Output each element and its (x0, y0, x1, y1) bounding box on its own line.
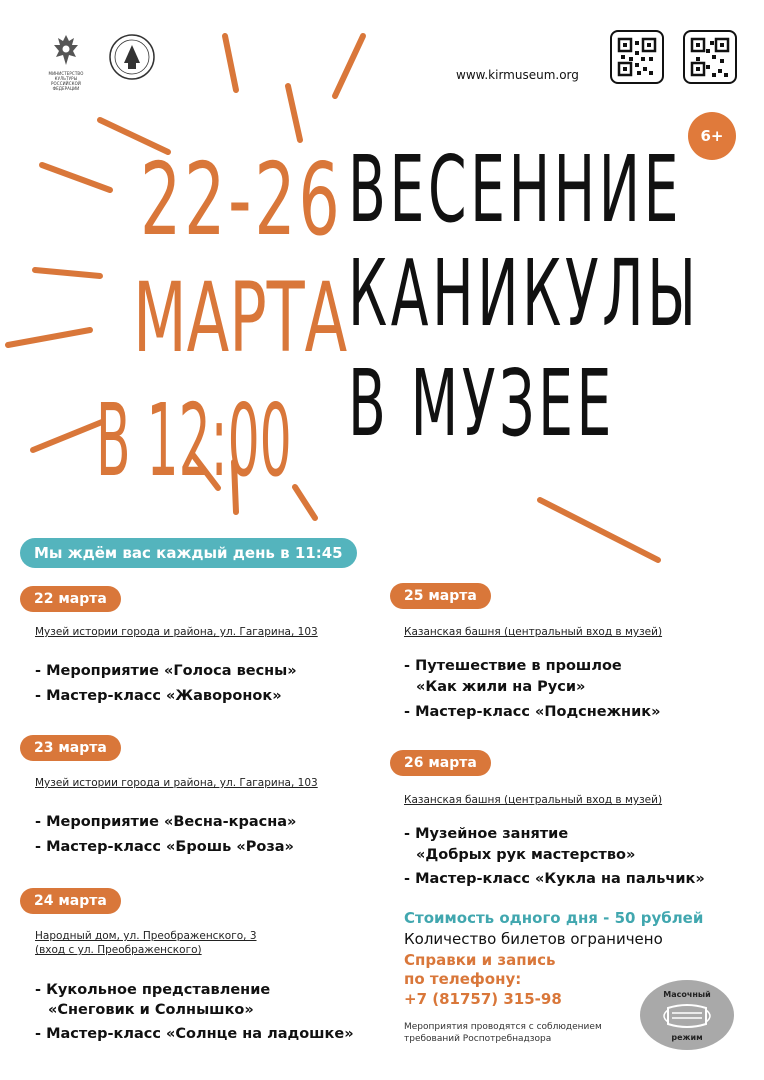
mask-label-top: Масочный (663, 990, 711, 999)
qr-code-vk[interactable] (683, 30, 737, 84)
website-link[interactable]: www.kirmuseum.org (456, 68, 579, 82)
event-22-1: - Мероприятие «Голоса весны» (35, 663, 297, 679)
event-25-1: - Путешествие в прошлое (404, 658, 622, 674)
hero-date-range: 22-26 (140, 141, 343, 258)
ticket-limit-text: Количество билетов ограничено (404, 930, 663, 948)
date-badge-25: 25 марта (390, 583, 491, 609)
hero-title-line3: В МУЗЕЕ (348, 350, 616, 457)
venue-24-line2: (вход с ул. Преображенского) (35, 944, 202, 956)
mask-label-bottom: режим (671, 1033, 703, 1042)
event-23-1: - Мероприятие «Весна-красна» (35, 814, 297, 830)
note-line1: Мероприятия проводятся с соблюдением (404, 1022, 602, 1032)
venue-22: Музей истории города и района, ул. Гагарина, 103 (35, 626, 318, 638)
event-24-2: - Мастер-класс «Солнце на ладошке» (35, 1026, 354, 1042)
event-26-1: - Музейное занятие (404, 826, 569, 842)
price-text: Стоимость одного дня - 50 рублей (404, 909, 704, 927)
eagle-emblem-icon (52, 33, 80, 67)
hero-date-month: МАРТА (133, 262, 348, 374)
ministry-name-line2: РОССИЙСКОЙ ФЕДЕРАЦИИ (51, 81, 81, 91)
note-line2: требований Роспотребнадзора (404, 1034, 552, 1044)
date-badge-24: 24 марта (20, 888, 121, 914)
age-rating-badge: 6+ (688, 112, 736, 160)
venue-24-line1: Народный дом, ул. Преображенского, 3 (35, 930, 257, 942)
face-mask-icon (658, 1002, 716, 1030)
date-badge-23: 23 марта (20, 735, 121, 761)
event-22-2: - Мастер-класс «Жаворонок» (35, 688, 282, 704)
event-25-2: - Мастер-класс «Подснежник» (404, 704, 661, 720)
phone-number[interactable]: +7 (81757) 315-98 (404, 990, 562, 1008)
event-24-1: - Кукольное представление (35, 982, 271, 998)
ministry-name-line1: МИНИСТЕРСТВО КУЛЬТУРЫ (48, 71, 84, 81)
daily-time-banner: Мы ждём вас каждый день в 11:45 (20, 538, 357, 568)
qr-code-icon (612, 32, 662, 82)
museum-logo-icon (108, 33, 156, 81)
qr-code-website[interactable] (610, 30, 664, 84)
date-badge-22: 22 марта (20, 586, 121, 612)
venue-23: Музей истории города и района, ул. Гагарина, 103 (35, 777, 318, 789)
hero-title-line1: ВЕСЕННИЕ (348, 136, 683, 243)
contact-heading-line2: по телефону: (404, 970, 522, 988)
event-24-1-cont: «Снеговик и Солнышко» (48, 1002, 254, 1018)
event-23-2: - Мастер-класс «Брошь «Роза» (35, 839, 294, 855)
contact-heading-line1: Справки и запись (404, 951, 556, 969)
hero-title-line2: КАНИКУЛЫ (348, 240, 700, 347)
ministry-logo (40, 33, 92, 91)
event-26-2: - Мастер-класс «Кукла на пальчик» (404, 871, 705, 887)
venue-26: Казанская башня (центральный вход в музей) (404, 794, 663, 806)
event-26-1-cont: «Добрых рук мастерство» (416, 847, 636, 863)
qr-code-icon (685, 32, 735, 82)
date-badge-26: 26 марта (390, 750, 491, 776)
venue-25: Казанская башня (центральный вход в музей) (404, 626, 663, 638)
event-25-1-cont: «Как жили на Руси» (416, 679, 586, 695)
hero-time: В 12:00 (96, 382, 292, 499)
mask-mode-badge (640, 980, 734, 1050)
